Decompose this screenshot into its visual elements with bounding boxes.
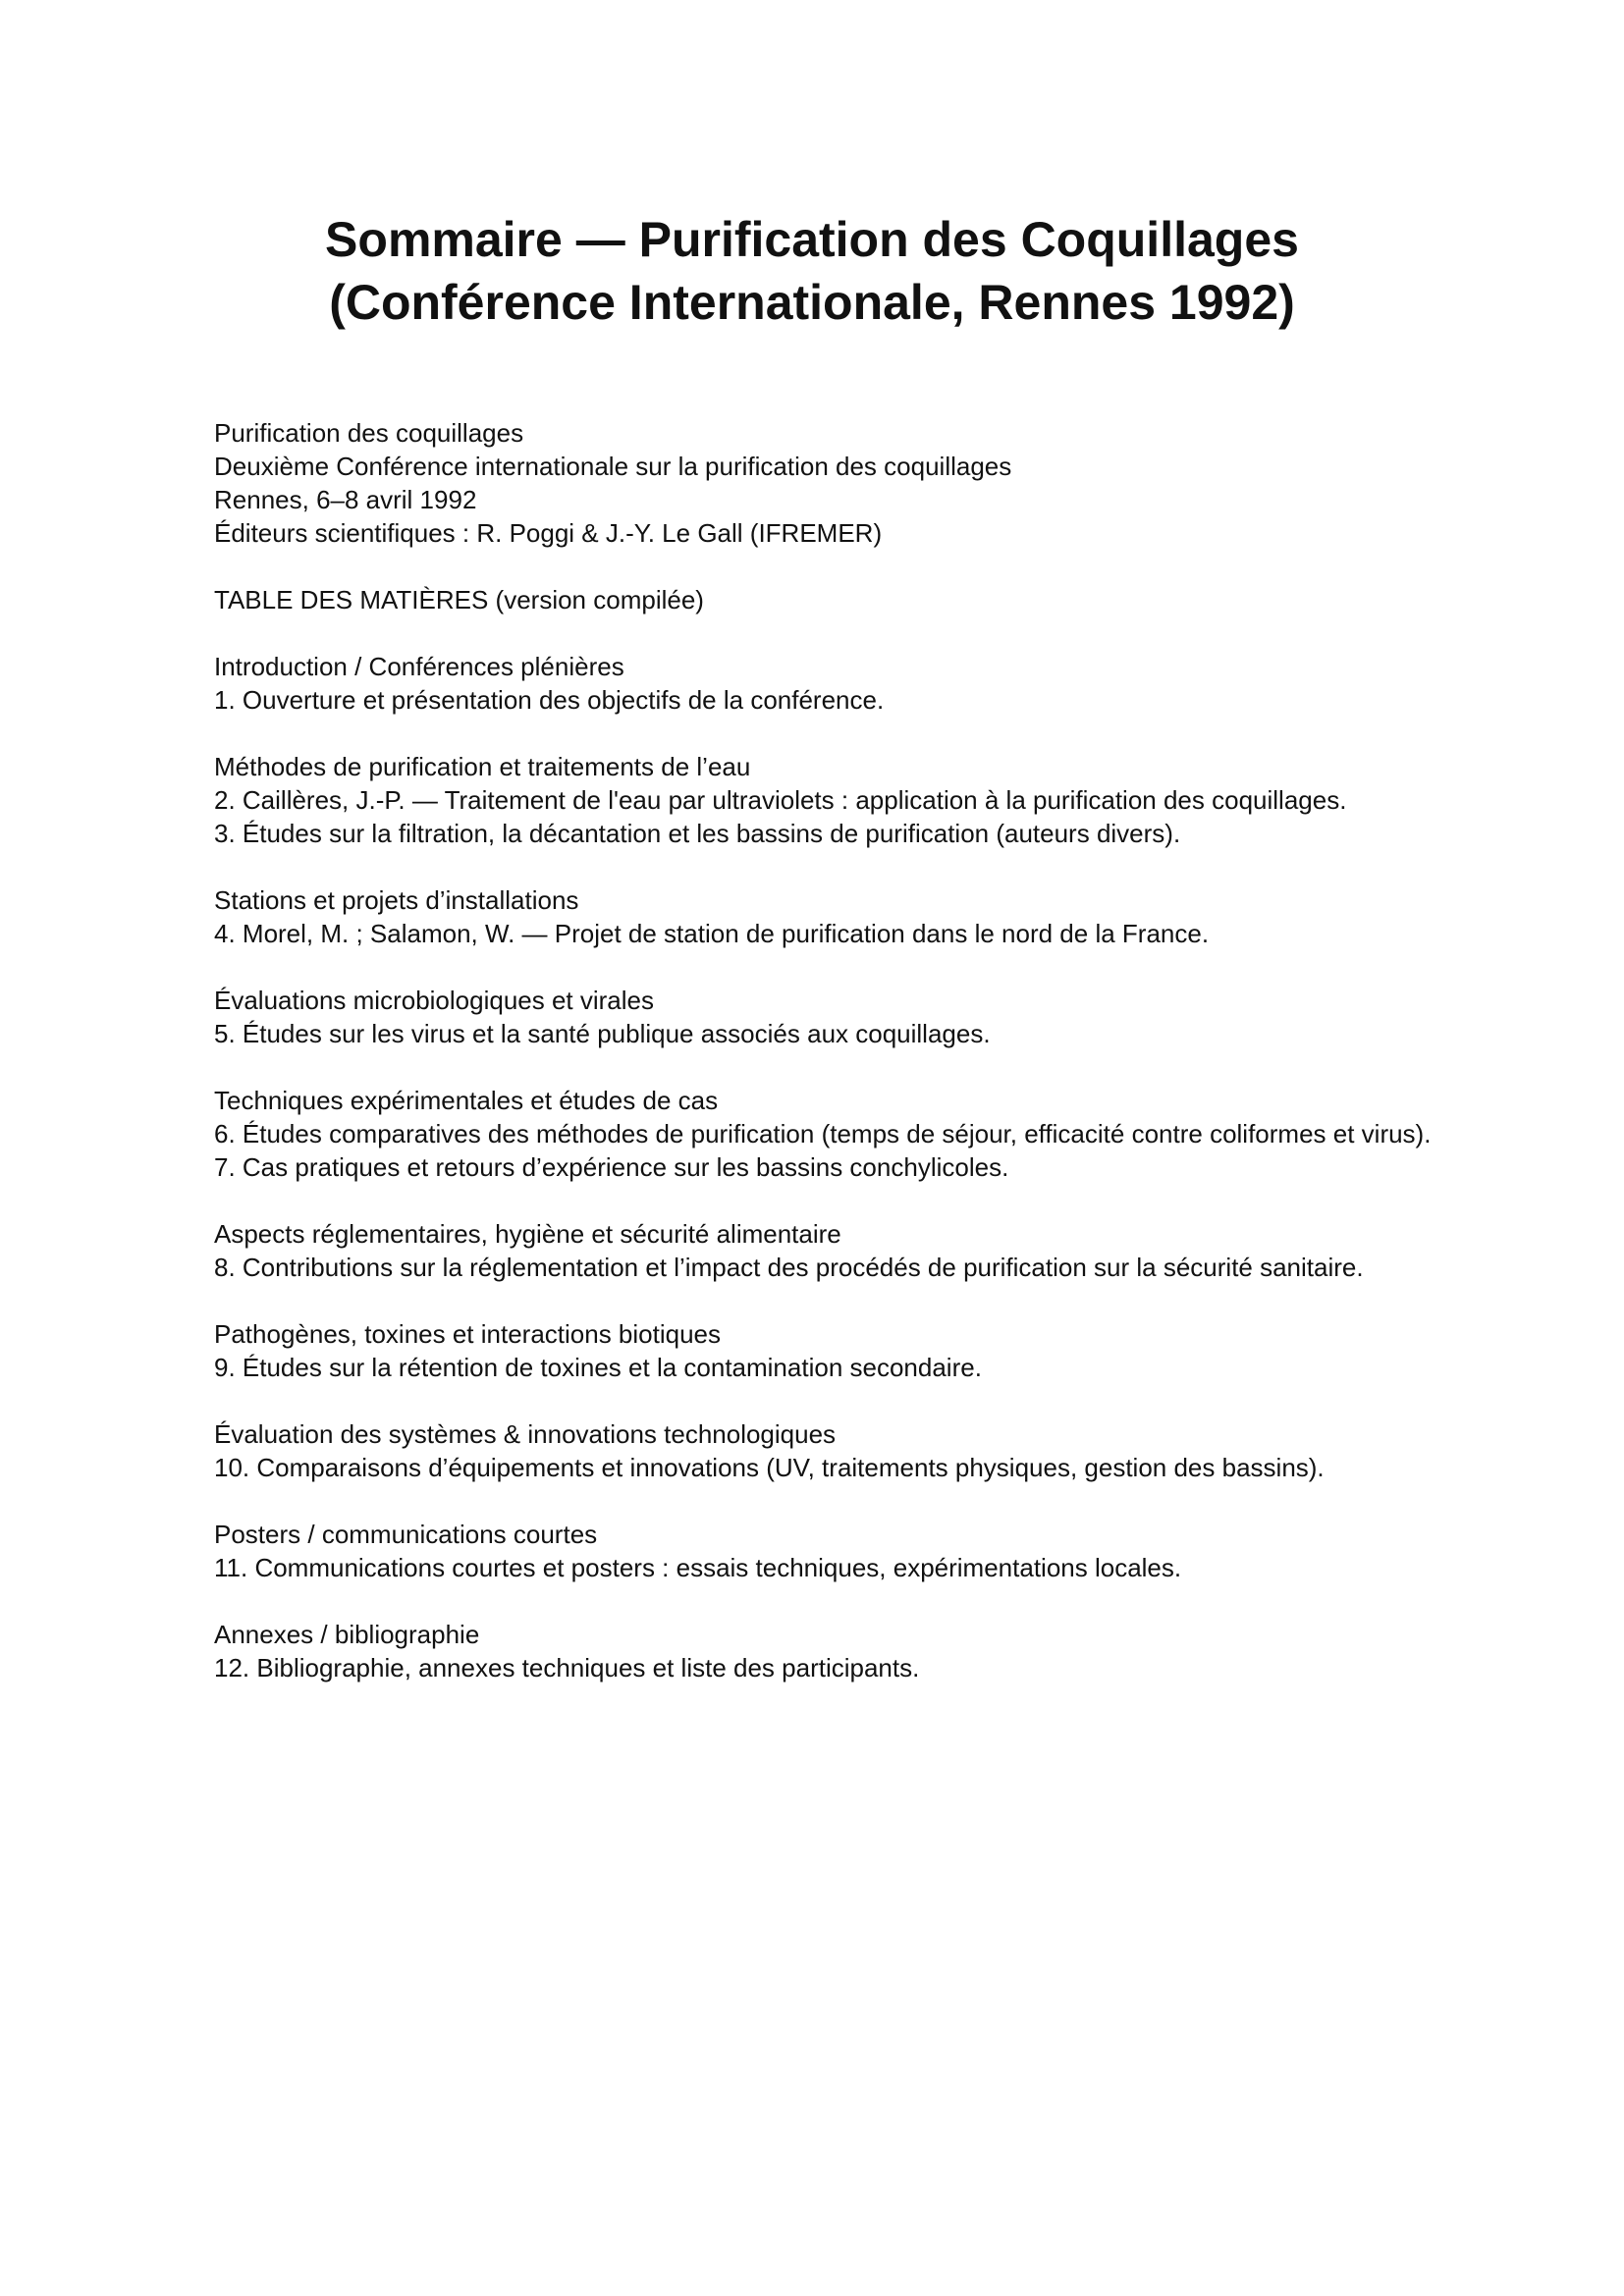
toc-sections xyxy=(214,650,1432,1684)
toc-entry: 9. Études sur la rétention de toxines et la contamination secondaire. xyxy=(214,1353,982,1382)
toc-section xyxy=(214,1317,1432,1384)
toc-entry: 3. Études sur la filtration, la décantation et les bassins de purification (auteurs divers). xyxy=(214,819,1181,848)
page-title xyxy=(0,208,1624,334)
toc-section xyxy=(214,1518,1432,1584)
section-heading: Annexes / bibliographie xyxy=(214,1620,480,1649)
toc-entry: 6. Études comparatives des méthodes de purification (temps de séjour, efficacité contre coliformes et virus). xyxy=(214,1119,1432,1148)
toc-entry: 8. Contributions sur la réglementation et l’impact des procédés de purification sur la sécurité sanitaire. xyxy=(214,1253,1364,1282)
toc-entry: 12. Bibliographie, annexes techniques et liste des participants. xyxy=(214,1653,920,1682)
toc-section xyxy=(214,650,1432,717)
toc-entry: 7. Cas pratiques et retours d’expérience sur les bassins conchylicoles. xyxy=(214,1152,1009,1182)
document-body xyxy=(214,416,1432,1684)
section-heading: Aspects réglementaires, hygiène et sécurité alimentaire xyxy=(214,1219,841,1249)
conference-name: Deuxième Conférence internationale sur la purification des coquillages xyxy=(214,452,1012,481)
section-heading: Introduction / Conférences plénières xyxy=(214,652,624,681)
publication-title: Purification des coquillages xyxy=(214,418,524,448)
section-heading: Évaluation des systèmes & innovations technologiques xyxy=(214,1419,837,1449)
toc-section xyxy=(214,1084,1432,1184)
toc-entry: 4. Morel, M. ; Salamon, W. — Projet de station de purification dans le nord de la France. xyxy=(214,919,1210,948)
title-line-2: (Conférence Internationale, Rennes 1992) xyxy=(329,275,1295,330)
toc-entry: 11. Communications courtes et posters : essais techniques, expérimentations locales. xyxy=(214,1553,1182,1582)
toc-heading: TABLE DES MATIÈRES (version compilée) xyxy=(214,585,704,614)
section-heading: Stations et projets d’installations xyxy=(214,885,579,915)
section-heading: Méthodes de purification et traitements de l’eau xyxy=(214,752,751,781)
toc-section xyxy=(214,883,1432,950)
publication-info xyxy=(214,416,1432,550)
section-heading: Pathogènes, toxines et interactions biotiques xyxy=(214,1319,722,1349)
toc-section xyxy=(214,984,1432,1050)
section-heading: Évaluations microbiologiques et virales xyxy=(214,986,655,1015)
toc-entry: 2. Caillères, J.-P. — Traitement de l'eau par ultraviolets : application à la purification des coquillages. xyxy=(214,785,1347,815)
toc-entry: 1. Ouverture et présentation des objectifs de la conférence. xyxy=(214,685,885,715)
toc-section xyxy=(214,1417,1432,1484)
toc-section xyxy=(214,750,1432,850)
toc-section xyxy=(214,1618,1432,1684)
toc-section xyxy=(214,1217,1432,1284)
scientific-editors: Éditeurs scientifiques : R. Poggi & J.-Y. Le Gall (IFREMER) xyxy=(214,518,883,548)
section-heading: Posters / communications courtes xyxy=(214,1520,598,1549)
toc-entry: 10. Comparaisons d’équipements et innovations (UV, traitements physiques, gestion des bassins). xyxy=(214,1453,1325,1482)
conference-location-date: Rennes, 6–8 avril 1992 xyxy=(214,485,477,514)
toc-entry: 5. Études sur les virus et la santé publique associés aux coquillages. xyxy=(214,1019,991,1048)
section-heading: Techniques expérimentales et études de cas xyxy=(214,1086,719,1115)
title-line-1: Sommaire — Purification des Coquillages xyxy=(325,212,1299,267)
